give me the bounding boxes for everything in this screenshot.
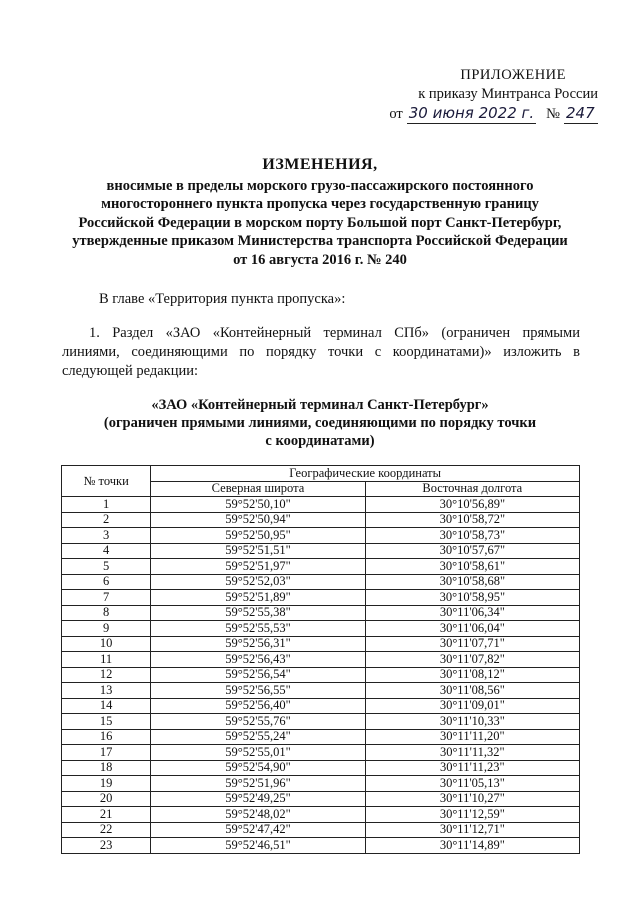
point-number-cell: 22 <box>62 822 151 838</box>
table-row <box>62 776 580 792</box>
document-title <box>60 156 580 269</box>
point-number-cell: 20 <box>62 791 151 807</box>
latitude-cell: 59°52'46,51" <box>151 838 365 854</box>
title-main: ИЗМЕНЕНИЯ, <box>262 156 378 173</box>
table-row <box>62 590 580 606</box>
title-line: утвержденные приказом Министерства транспорта Российской Федерации <box>72 233 568 249</box>
point-number-cell: 13 <box>62 683 151 699</box>
point-number-cell: 17 <box>62 745 151 761</box>
longitude-cell: 30°11'08,12" <box>365 667 579 683</box>
section-title-line: (ограничен прямыми линиями, соединяющими по порядку точки <box>103 415 537 431</box>
table-row <box>62 652 580 668</box>
point-number-cell: 7 <box>62 590 151 606</box>
latitude-cell: 59°52'51,97" <box>151 559 365 575</box>
col-header-point: № точки <box>62 466 151 497</box>
title-line: Российской Федерации в морском порту Большой порт Санкт-Петербург, <box>78 214 562 231</box>
table-row <box>62 667 580 683</box>
latitude-cell: 59°52'48,02" <box>151 807 365 823</box>
longitude-cell: 30°10'58,72" <box>365 512 579 528</box>
longitude-cell: 30°10'58,61" <box>365 559 579 575</box>
table-row <box>62 528 580 544</box>
longitude-cell: 30°10'58,73" <box>365 528 579 544</box>
col-header-geo: Географические координаты <box>151 466 580 482</box>
latitude-cell: 59°52'51,96" <box>151 776 365 792</box>
date-prefix: от <box>389 106 403 122</box>
longitude-cell: 30°11'11,20" <box>365 729 579 745</box>
item-1-text: 1. Раздел «ЗАО «Контейнерный терминал СПб» (ограничен прямыми линиями, соединяющими по порядку точки с координатами)» изложить в следующей редакции: <box>62 325 580 379</box>
longitude-cell: 30°10'58,68" <box>365 574 579 590</box>
latitude-cell: 59°52'50,94" <box>151 512 365 528</box>
section-title-line: с координатами) <box>265 433 375 449</box>
title-line: вносимые в пределы морского грузо-пассажирского постоянного <box>106 177 534 194</box>
point-number-cell: 12 <box>62 667 151 683</box>
table-row <box>62 745 580 761</box>
table-row <box>62 497 580 513</box>
latitude-cell: 59°52'51,51" <box>151 543 365 559</box>
coordinates-table-body <box>62 497 580 854</box>
latitude-cell: 59°52'55,53" <box>151 621 365 637</box>
table-row <box>62 512 580 528</box>
longitude-cell: 30°11'06,04" <box>365 621 579 637</box>
table-row <box>62 729 580 745</box>
point-number-cell: 3 <box>62 528 151 544</box>
chapter-intro: В главе «Территория пункта пропуска»: <box>99 291 346 307</box>
longitude-cell: 30°10'57,67" <box>365 543 579 559</box>
longitude-cell: 30°11'14,89" <box>365 838 579 854</box>
appendix-header <box>338 66 598 124</box>
longitude-cell: 30°11'07,82" <box>365 652 579 668</box>
title-line: многостороннего пункта пропуска через государственную границу <box>101 196 539 212</box>
number-prefix: № <box>546 106 560 122</box>
point-number-cell: 23 <box>62 838 151 854</box>
coordinates-table <box>61 465 580 854</box>
handwritten-date: 30 июня 2022 г. <box>408 104 535 122</box>
point-number-cell: 1 <box>62 497 151 513</box>
longitude-cell: 30°11'11,23" <box>365 760 579 776</box>
latitude-cell: 59°52'55,24" <box>151 729 365 745</box>
table-row <box>62 559 580 575</box>
table-row <box>62 574 580 590</box>
longitude-cell: 30°11'10,27" <box>365 791 579 807</box>
col-header-longitude: Восточная долгота <box>365 481 579 497</box>
appendix-label: ПРИЛОЖЕНИЕ <box>460 67 566 83</box>
point-number-cell: 2 <box>62 512 151 528</box>
longitude-cell: 30°11'12,71" <box>365 822 579 838</box>
latitude-cell: 59°52'56,31" <box>151 636 365 652</box>
table-row <box>62 760 580 776</box>
longitude-cell: 30°11'12,59" <box>365 807 579 823</box>
table-row <box>62 683 580 699</box>
latitude-cell: 59°52'55,76" <box>151 714 365 730</box>
point-number-cell: 4 <box>62 543 151 559</box>
longitude-cell: 30°11'08,56" <box>365 683 579 699</box>
longitude-cell: 30°11'10,33" <box>365 714 579 730</box>
handwritten-number: 247 <box>564 104 598 124</box>
latitude-cell: 59°52'56,40" <box>151 698 365 714</box>
latitude-cell: 59°52'56,54" <box>151 667 365 683</box>
point-number-cell: 10 <box>62 636 151 652</box>
latitude-cell: 59°52'50,10" <box>151 497 365 513</box>
table-row <box>62 822 580 838</box>
col-header-latitude: Северная широта <box>151 481 365 497</box>
point-number-cell: 14 <box>62 698 151 714</box>
order-reference: к приказу Минтранса России <box>418 86 598 102</box>
point-number-cell: 9 <box>62 621 151 637</box>
table-row <box>62 714 580 730</box>
latitude-cell: 59°52'47,42" <box>151 822 365 838</box>
table-row <box>62 621 580 637</box>
section-title-line: «ЗАО «Контейнерный терминал Санкт-Петербург» <box>151 397 489 413</box>
latitude-cell: 59°52'52,03" <box>151 574 365 590</box>
point-number-cell: 15 <box>62 714 151 730</box>
longitude-cell: 30°11'09,01" <box>365 698 579 714</box>
point-number-cell: 6 <box>62 574 151 590</box>
table-row <box>62 791 580 807</box>
table-row <box>62 605 580 621</box>
point-number-cell: 21 <box>62 807 151 823</box>
longitude-cell: 30°11'11,32" <box>365 745 579 761</box>
longitude-cell: 30°10'58,95" <box>365 590 579 606</box>
point-number-cell: 8 <box>62 605 151 621</box>
point-number-cell: 5 <box>62 559 151 575</box>
latitude-cell: 59°52'56,43" <box>151 652 365 668</box>
longitude-cell: 30°10'56,89" <box>365 497 579 513</box>
latitude-cell: 59°52'54,90" <box>151 760 365 776</box>
order-date-number <box>338 104 598 124</box>
table-row <box>62 698 580 714</box>
table-row <box>62 838 580 854</box>
latitude-cell: 59°52'51,89" <box>151 590 365 606</box>
table-row <box>62 543 580 559</box>
latitude-cell: 59°52'55,38" <box>151 605 365 621</box>
point-number-cell: 18 <box>62 760 151 776</box>
point-number-cell: 11 <box>62 652 151 668</box>
latitude-cell: 59°52'50,95" <box>151 528 365 544</box>
latitude-cell: 59°52'56,55" <box>151 683 365 699</box>
title-line: от 16 августа 2016 г. № 240 <box>233 251 407 268</box>
longitude-cell: 30°11'06,34" <box>365 605 579 621</box>
latitude-cell: 59°52'55,01" <box>151 745 365 761</box>
section-title <box>80 396 560 450</box>
table-row <box>62 636 580 652</box>
table-row <box>62 807 580 823</box>
latitude-cell: 59°52'49,25" <box>151 791 365 807</box>
point-number-cell: 16 <box>62 729 151 745</box>
longitude-cell: 30°11'07,71" <box>365 636 579 652</box>
point-number-cell: 19 <box>62 776 151 792</box>
longitude-cell: 30°11'05,13" <box>365 776 579 792</box>
